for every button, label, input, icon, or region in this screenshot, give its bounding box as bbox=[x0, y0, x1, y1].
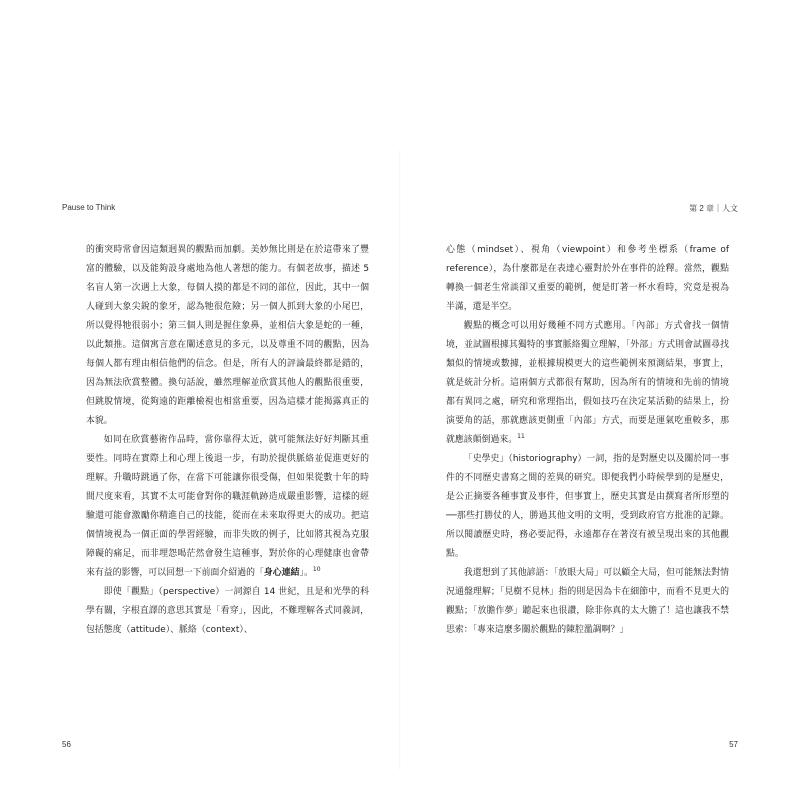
paragraph-text: 如同在欣賞藝術作品時，當你靠得太近，就可能無法好好判斷其重要性。同時在實際上和心理上後退一步，有助於提供脈絡並促進更好的理解。升職時跳過了你，在當下可能讓你很受傷，但如果從數十年的時間尺度來看，其實不太可能會對你的職涯軌跡造成嚴重影響，這樣的經驗還可能會激勵你精進自己的技能，從而在未來取得更大的成功。把這個情境視為一個正面的學習經驗，而非失敗的例子，比如將其視為克服障礙的痛足，而非埋怨喝茫然會發生這種事，對於你的心理健康也會帶來有益的影響，可以回想一下前面介紹過的「 bbox=[86, 435, 369, 578]
paragraph bbox=[446, 450, 729, 564]
paragraph-text: 我還想到了其他諺語：「放眼大局」可以顧全大局，但可能無法對情況通盤理解；「見樹不見林」指的則是因為卡在細節中，而看不見更大的觀點；「放膽作夢」聽起來也很讚，除非你真的太大膽了！這也讓我不禁思索：「專來這麼多關於觀點的陳腔濫調啊？」 bbox=[446, 568, 729, 635]
paragraph bbox=[446, 241, 729, 317]
bold-term: 身心連結 bbox=[263, 568, 300, 578]
paragraph-text: 」。 bbox=[299, 568, 313, 578]
book-gutter bbox=[399, 150, 401, 770]
paragraph-text: 即使「觀點」（perspective）一詞源自 14 世紀，且是和光學的科學有關，字根直譯的意思其實是「看穿」，因此，不難理解各式同義詞，包括態度（attitude）、脈絡（context）、 bbox=[86, 587, 369, 635]
paragraph bbox=[86, 241, 369, 431]
left-page-body bbox=[86, 241, 369, 640]
footnote-marker: 11 bbox=[517, 433, 525, 441]
page-number-left: 56 bbox=[62, 740, 71, 749]
paragraph bbox=[86, 431, 369, 583]
paragraph-text: 的衝突時常會因這類迥異的觀點而加劇。美妙無比則是在於這帶來了豐富的體驗，以及能夠設身處地為他人著想的能力。有個老故事，描述 5 名盲人第一次遇上大象，每個人摸的都是不同的部位，因此，其中一個人碰到大象尖銳的象牙，認為牠很危險；另一個人抓到大象的小尾巴，所以覺得牠很弱小；第三個人則是握住象鼻，並相信大象是蛇的一種，以此類推。這個寓言意在闡述意見的多元，以及尊重不同的觀點，因為每個人都有理由相信他們的信念。但是，所有人的評論最終都是錯的，因為無法欣賞整體。換句話說，雖然理解並欣賞其他人的觀點很重要，但跳脫情境，從夠遠的距離檢視也相當重要，因為這樣才能揭露真正的本貌。 bbox=[86, 245, 369, 426]
running-head-right: 第 2 章｜人文 bbox=[689, 204, 738, 213]
paragraph bbox=[446, 564, 729, 640]
page-number-right: 57 bbox=[729, 740, 738, 749]
paragraph-text: 觀點的概念可以用好幾種不同方式應用。「內部」方式會找一個情境，並試圖根據其獨特的事實脈絡獨立理解，「外部」方式則會試圖尋找類似的情境或數據，並根據規模更大的這些範例來預測結果，事實上，就是統計分析。這兩個方式都很有幫助，因為所有的情境和先前的情境都有異同之處，研究和常理指出，假如技巧在決定某活動的結果上，扮演要角的話，那就應該更側重「內部」方式，而要是運氣吃重較多，那就應該顛倒過來。 bbox=[446, 321, 729, 445]
paragraph bbox=[446, 317, 729, 450]
paragraph-text: 心態（mindset）、視角（viewpoint）和參考坐標系（frame of reference），為什麼都是在表達心靈對於外在事件的詮釋。當然，觀點轉換一個老生常談卻又重要的範例，便是盯著一杯水看時，究竟是視為半滿，還是半空。 bbox=[446, 245, 729, 312]
right-page-body bbox=[446, 241, 729, 640]
running-head-left: Pause to Think bbox=[62, 203, 116, 212]
paragraph bbox=[86, 583, 369, 640]
paragraph-text: 「史學史」（historiography）一詞，指的是對歷史以及關於同一事件的不同歷史書寫之間的差異的研究。即便我們小時候學到的是歷史，是公正摘要各種事實及事件，但事實上，歷史其實是由撰寫者所形塑的──那些打勝仗的人，勝過其他文明的文明，受到政府官方批准的記錄。所以閱讀歷史時，務必要記得，永遠都存在著沒有被呈現出來的其他觀點。 bbox=[446, 454, 729, 559]
footnote-marker: 10 bbox=[312, 566, 321, 574]
